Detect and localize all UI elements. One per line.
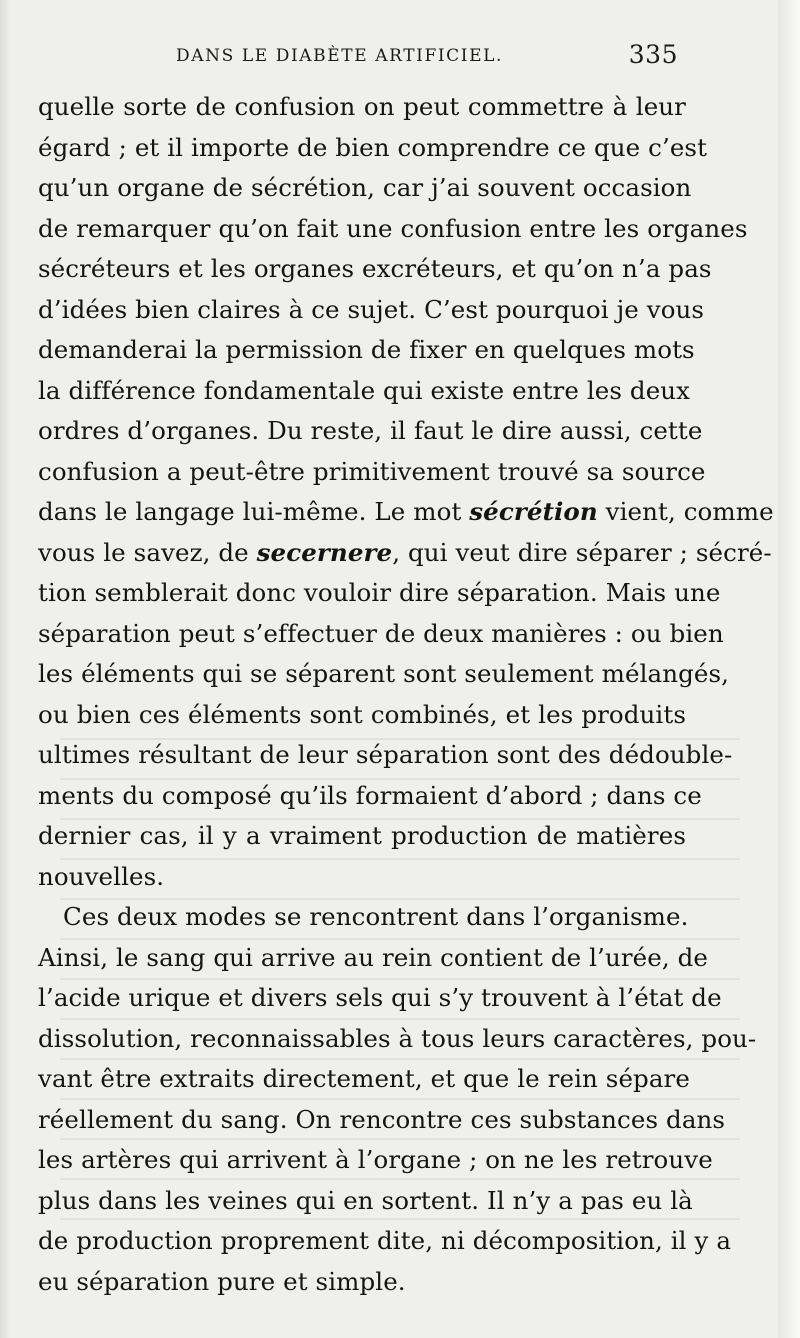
text-segment: dans le langage lui-même. Le mot [38, 497, 470, 526]
text-line [38, 533, 772, 574]
text-line [38, 1019, 757, 1060]
paragraph [38, 87, 774, 897]
text-line [38, 1059, 690, 1100]
text-segment: ments du composé qu’ils formaient d’abord ; dans ce [38, 780, 702, 810]
text-segment: qu’un organe de sécrétion, car j’ai souvent occasion [38, 173, 692, 202]
text-line [38, 1262, 686, 1303]
text-line [38, 371, 691, 412]
paragraph [38, 897, 757, 1302]
text-segment: de remarquer qu’on fait une confusion entre les organes [38, 213, 748, 243]
text-segment: sécréteurs et les organes excréteurs, et qu’on n’a pas [38, 254, 712, 283]
text-line [38, 87, 686, 128]
text-line [38, 1100, 726, 1141]
text-segment: eu séparation pure et simple. [38, 1266, 406, 1296]
running-head [36, 40, 686, 80]
text-line [38, 776, 702, 817]
text-line [38, 492, 774, 533]
text-segment: la différence fondamentale qui existe entre les deux [38, 375, 691, 405]
page-left-shadow [0, 0, 10, 1338]
text-line [38, 168, 692, 209]
page-number: 335 [628, 40, 678, 69]
text-line [38, 290, 705, 331]
text-segment: les artères qui arrivent à l’organe ; on ne les retrouve [38, 1145, 713, 1174]
body-text [38, 87, 774, 1302]
text-segment: d’idées bien claires à ce sujet. C’est pourquoi je vous [38, 294, 705, 324]
running-head-title: DANS LE DIABÈTE ARTIFICIEL. [176, 46, 503, 66]
text-segment: dissolution, reconnaissables à tous leurs caractères, pou- [38, 1023, 757, 1053]
text-segment: vous le savez, de [38, 537, 257, 567]
text-line [38, 573, 721, 614]
text-segment: confusion a peut-être primitivement trouvé sa source [38, 456, 706, 486]
text-line [38, 897, 689, 938]
text-line [38, 330, 695, 371]
text-segment: tion semblerait donc vouloir dire séparation. Mais une [38, 578, 721, 607]
emphasized-term: sécrétion [469, 497, 598, 526]
text-segment: dernier cas, il y a vraiment production de matières [38, 821, 686, 850]
text-line [38, 978, 722, 1019]
text-segment: égard ; et il importe de bien comprendre ce que c’est [38, 132, 708, 162]
text-segment: demanderai la permission de fixer en quelques mots [38, 335, 695, 364]
text-segment: Ces deux modes se rencontrent dans l’organisme. [63, 902, 689, 931]
text-segment: les éléments qui se séparent sont seulement mélangés, [38, 659, 730, 688]
text-segment: vient, comme [597, 497, 774, 526]
text-line [38, 1181, 693, 1222]
text-line [38, 735, 733, 776]
text-line [38, 1140, 713, 1181]
text-segment: nouvelles. [38, 861, 165, 891]
text-segment: ultimes résultant de leur séparation sont des dédouble- [38, 740, 733, 769]
emphasized-term: secernere [256, 537, 393, 567]
text-segment: plus dans les veines qui en sortent. Il n’y a pas eu là [38, 1185, 693, 1215]
text-line [38, 411, 703, 452]
text-line [38, 938, 708, 979]
text-segment: Ainsi, le sang qui arrive au rein contient de l’urée, de [38, 942, 708, 972]
text-segment: de production proprement dite, ni décomposition, il y a [38, 1226, 732, 1255]
text-line [38, 816, 686, 857]
text-segment: quelle sorte de confusion on peut commettre à leur [38, 92, 686, 121]
text-line [38, 695, 686, 736]
text-segment: réellement du sang. On rencontre ces substances dans [38, 1104, 726, 1134]
text-segment: ordres d’organes. Du reste, il faut le dire aussi, cette [38, 416, 703, 445]
text-line [38, 654, 730, 695]
text-line [38, 128, 708, 169]
text-line [38, 614, 724, 655]
text-line [38, 1221, 732, 1262]
text-segment: , qui veut dire séparer ; sécré- [392, 537, 772, 567]
text-line [38, 209, 748, 250]
text-line [38, 857, 686, 898]
text-line [38, 452, 706, 493]
text-segment: ou bien ces éléments sont combinés, et les produits [38, 699, 686, 729]
text-segment: séparation peut s’effectuer de deux manières : ou bien [38, 618, 724, 648]
text-segment: l’acide urique et divers sels qui s’y trouvent à l’état de [38, 983, 722, 1012]
page-right-edge [778, 0, 800, 1338]
text-line [38, 249, 712, 290]
text-segment: vant être extraits directement, et que le rein sépare [38, 1064, 690, 1093]
